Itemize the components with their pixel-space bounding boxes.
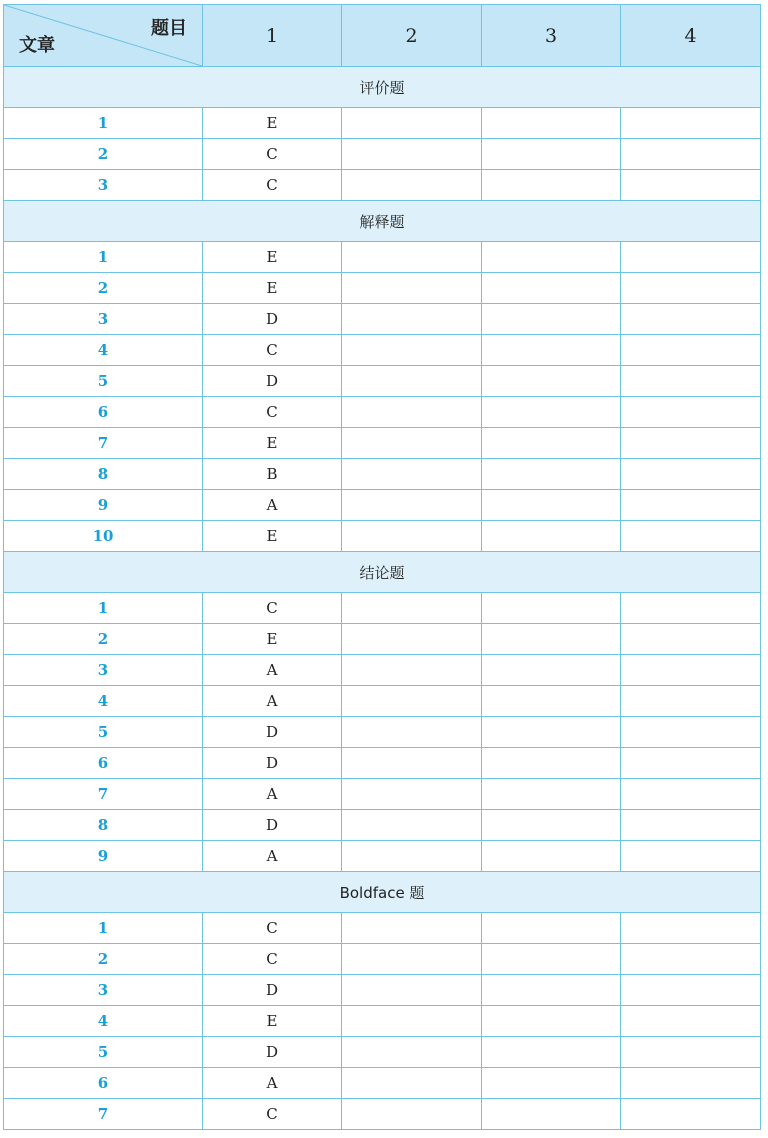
section-header-row xyxy=(4,67,761,108)
answer-cell: E xyxy=(203,273,342,304)
blank-answer-cell xyxy=(482,366,621,397)
blank-answer-cell xyxy=(342,397,482,428)
passage-number: 7 xyxy=(4,1099,203,1130)
table-row xyxy=(4,335,761,366)
blank-answer-cell xyxy=(482,1037,621,1068)
passage-number: 1 xyxy=(4,108,203,139)
blank-answer-cell xyxy=(482,170,621,201)
blank-answer-cell xyxy=(482,717,621,748)
blank-answer-cell xyxy=(482,242,621,273)
blank-answer-cell xyxy=(621,304,761,335)
blank-answer-cell xyxy=(342,717,482,748)
blank-answer-cell xyxy=(342,366,482,397)
column-axis-label: 题目 xyxy=(151,18,187,39)
blank-answer-cell xyxy=(621,810,761,841)
table-row xyxy=(4,108,761,139)
blank-answer-cell xyxy=(482,779,621,810)
blank-answer-cell xyxy=(482,397,621,428)
blank-answer-cell xyxy=(342,748,482,779)
table-row xyxy=(4,273,761,304)
blank-answer-cell xyxy=(342,1068,482,1099)
row-axis-label: 文章 xyxy=(19,35,55,56)
table-row xyxy=(4,1099,761,1130)
blank-answer-cell xyxy=(621,170,761,201)
answer-cell: C xyxy=(203,944,342,975)
blank-answer-cell xyxy=(342,1006,482,1037)
blank-answer-cell xyxy=(621,490,761,521)
blank-answer-cell xyxy=(621,779,761,810)
answer-cell: E xyxy=(203,242,342,273)
blank-answer-cell xyxy=(482,593,621,624)
blank-answer-cell xyxy=(621,655,761,686)
blank-answer-cell xyxy=(482,1099,621,1130)
answer-cell: E xyxy=(203,624,342,655)
blank-answer-cell xyxy=(342,242,482,273)
blank-answer-cell xyxy=(482,490,621,521)
answer-cell: D xyxy=(203,810,342,841)
answer-cell: B xyxy=(203,459,342,490)
answer-cell: C xyxy=(203,913,342,944)
answer-cell: C xyxy=(203,139,342,170)
blank-answer-cell xyxy=(621,366,761,397)
answer-cell: A xyxy=(203,841,342,872)
blank-answer-cell xyxy=(621,139,761,170)
section-title: Boldface 题 xyxy=(4,872,761,913)
blank-answer-cell xyxy=(482,1068,621,1099)
answer-cell: D xyxy=(203,975,342,1006)
section-header-row xyxy=(4,872,761,913)
section-title: 结论题 xyxy=(4,552,761,593)
passage-number: 3 xyxy=(4,304,203,335)
blank-answer-cell xyxy=(342,593,482,624)
table-row xyxy=(4,913,761,944)
blank-answer-cell xyxy=(621,748,761,779)
passage-number: 6 xyxy=(4,397,203,428)
blank-answer-cell xyxy=(342,490,482,521)
blank-answer-cell xyxy=(342,944,482,975)
answer-cell: C xyxy=(203,397,342,428)
answer-cell: C xyxy=(203,335,342,366)
table-row xyxy=(4,593,761,624)
table-row xyxy=(4,521,761,552)
corner-header-cell xyxy=(4,5,203,67)
table-row xyxy=(4,1037,761,1068)
column-header: 2 xyxy=(342,5,482,67)
answer-cell: A xyxy=(203,655,342,686)
blank-answer-cell xyxy=(482,944,621,975)
table-row xyxy=(4,624,761,655)
passage-number: 2 xyxy=(4,139,203,170)
blank-answer-cell xyxy=(621,944,761,975)
passage-number: 9 xyxy=(4,490,203,521)
table-row xyxy=(4,779,761,810)
blank-answer-cell xyxy=(482,1006,621,1037)
answer-cell: E xyxy=(203,108,342,139)
blank-answer-cell xyxy=(621,913,761,944)
answer-cell: E xyxy=(203,428,342,459)
blank-answer-cell xyxy=(482,459,621,490)
column-header: 3 xyxy=(482,5,621,67)
blank-answer-cell xyxy=(482,748,621,779)
passage-number: 4 xyxy=(4,335,203,366)
section-title: 解释题 xyxy=(4,201,761,242)
blank-answer-cell xyxy=(621,273,761,304)
blank-answer-cell xyxy=(621,521,761,552)
header-row xyxy=(4,5,761,67)
answer-cell: A xyxy=(203,1068,342,1099)
blank-answer-cell xyxy=(482,139,621,170)
table-row xyxy=(4,397,761,428)
answer-cell: C xyxy=(203,1099,342,1130)
table-row xyxy=(4,655,761,686)
table-row xyxy=(4,139,761,170)
blank-answer-cell xyxy=(342,304,482,335)
passage-number: 1 xyxy=(4,913,203,944)
table-row xyxy=(4,459,761,490)
column-header: 1 xyxy=(203,5,342,67)
section-header-row xyxy=(4,552,761,593)
blank-answer-cell xyxy=(621,335,761,366)
answer-cell: D xyxy=(203,304,342,335)
answer-cell: D xyxy=(203,366,342,397)
answer-cell: A xyxy=(203,779,342,810)
blank-answer-cell xyxy=(621,624,761,655)
answer-cell: E xyxy=(203,1006,342,1037)
passage-number: 2 xyxy=(4,944,203,975)
blank-answer-cell xyxy=(621,1006,761,1037)
blank-answer-cell xyxy=(621,717,761,748)
blank-answer-cell xyxy=(342,810,482,841)
table-row xyxy=(4,810,761,841)
blank-answer-cell xyxy=(342,655,482,686)
blank-answer-cell xyxy=(342,841,482,872)
table-row xyxy=(4,428,761,459)
blank-answer-cell xyxy=(482,841,621,872)
answer-cell: A xyxy=(203,686,342,717)
passage-number: 4 xyxy=(4,686,203,717)
answer-cell: A xyxy=(203,490,342,521)
blank-answer-cell xyxy=(482,428,621,459)
table-row xyxy=(4,490,761,521)
table-row xyxy=(4,686,761,717)
blank-answer-cell xyxy=(482,810,621,841)
passage-number: 8 xyxy=(4,459,203,490)
blank-answer-cell xyxy=(342,428,482,459)
section-header-row xyxy=(4,201,761,242)
passage-number: 2 xyxy=(4,273,203,304)
blank-answer-cell xyxy=(482,335,621,366)
blank-answer-cell xyxy=(482,108,621,139)
table-row xyxy=(4,717,761,748)
answer-cell: D xyxy=(203,717,342,748)
passage-number: 4 xyxy=(4,1006,203,1037)
passage-number: 7 xyxy=(4,779,203,810)
blank-answer-cell xyxy=(621,593,761,624)
table-row xyxy=(4,841,761,872)
blank-answer-cell xyxy=(482,655,621,686)
answer-cell: D xyxy=(203,1037,342,1068)
blank-answer-cell xyxy=(342,139,482,170)
table-body xyxy=(4,67,761,1130)
blank-answer-cell xyxy=(342,170,482,201)
passage-number: 3 xyxy=(4,975,203,1006)
table-row xyxy=(4,1068,761,1099)
blank-answer-cell xyxy=(482,686,621,717)
table-row xyxy=(4,975,761,1006)
blank-answer-cell xyxy=(621,975,761,1006)
table-row xyxy=(4,944,761,975)
passage-number: 1 xyxy=(4,593,203,624)
passage-number: 5 xyxy=(4,366,203,397)
blank-answer-cell xyxy=(342,1099,482,1130)
blank-answer-cell xyxy=(621,841,761,872)
answer-cell: E xyxy=(203,521,342,552)
blank-answer-cell xyxy=(621,397,761,428)
blank-answer-cell xyxy=(342,108,482,139)
blank-answer-cell xyxy=(342,521,482,552)
blank-answer-cell xyxy=(621,242,761,273)
blank-answer-cell xyxy=(621,108,761,139)
blank-answer-cell xyxy=(621,428,761,459)
table-row xyxy=(4,304,761,335)
passage-number: 6 xyxy=(4,748,203,779)
passage-number: 9 xyxy=(4,841,203,872)
blank-answer-cell xyxy=(482,304,621,335)
blank-answer-cell xyxy=(621,459,761,490)
passage-number: 10 xyxy=(4,521,203,552)
passage-number: 1 xyxy=(4,242,203,273)
blank-answer-cell xyxy=(342,686,482,717)
passage-number: 7 xyxy=(4,428,203,459)
answer-cell: C xyxy=(203,593,342,624)
blank-answer-cell xyxy=(342,459,482,490)
answer-cell: C xyxy=(203,170,342,201)
blank-answer-cell xyxy=(621,1037,761,1068)
blank-answer-cell xyxy=(342,975,482,1006)
passage-number: 6 xyxy=(4,1068,203,1099)
passage-number: 5 xyxy=(4,1037,203,1068)
blank-answer-cell xyxy=(342,273,482,304)
blank-answer-cell xyxy=(482,273,621,304)
blank-answer-cell xyxy=(621,686,761,717)
blank-answer-cell xyxy=(342,624,482,655)
table-row xyxy=(4,170,761,201)
answer-table xyxy=(3,4,761,1130)
blank-answer-cell xyxy=(621,1068,761,1099)
blank-answer-cell xyxy=(342,335,482,366)
blank-answer-cell xyxy=(482,913,621,944)
table-row xyxy=(4,366,761,397)
passage-number: 8 xyxy=(4,810,203,841)
table-row xyxy=(4,242,761,273)
answer-cell: D xyxy=(203,748,342,779)
passage-number: 5 xyxy=(4,717,203,748)
column-header: 4 xyxy=(621,5,761,67)
blank-answer-cell xyxy=(342,1037,482,1068)
passage-number: 2 xyxy=(4,624,203,655)
blank-answer-cell xyxy=(482,624,621,655)
blank-answer-cell xyxy=(342,779,482,810)
passage-number: 3 xyxy=(4,655,203,686)
blank-answer-cell xyxy=(482,521,621,552)
blank-answer-cell xyxy=(621,1099,761,1130)
table-row xyxy=(4,1006,761,1037)
section-title: 评价题 xyxy=(4,67,761,108)
blank-answer-cell xyxy=(342,913,482,944)
passage-number: 3 xyxy=(4,170,203,201)
table-row xyxy=(4,748,761,779)
blank-answer-cell xyxy=(482,975,621,1006)
